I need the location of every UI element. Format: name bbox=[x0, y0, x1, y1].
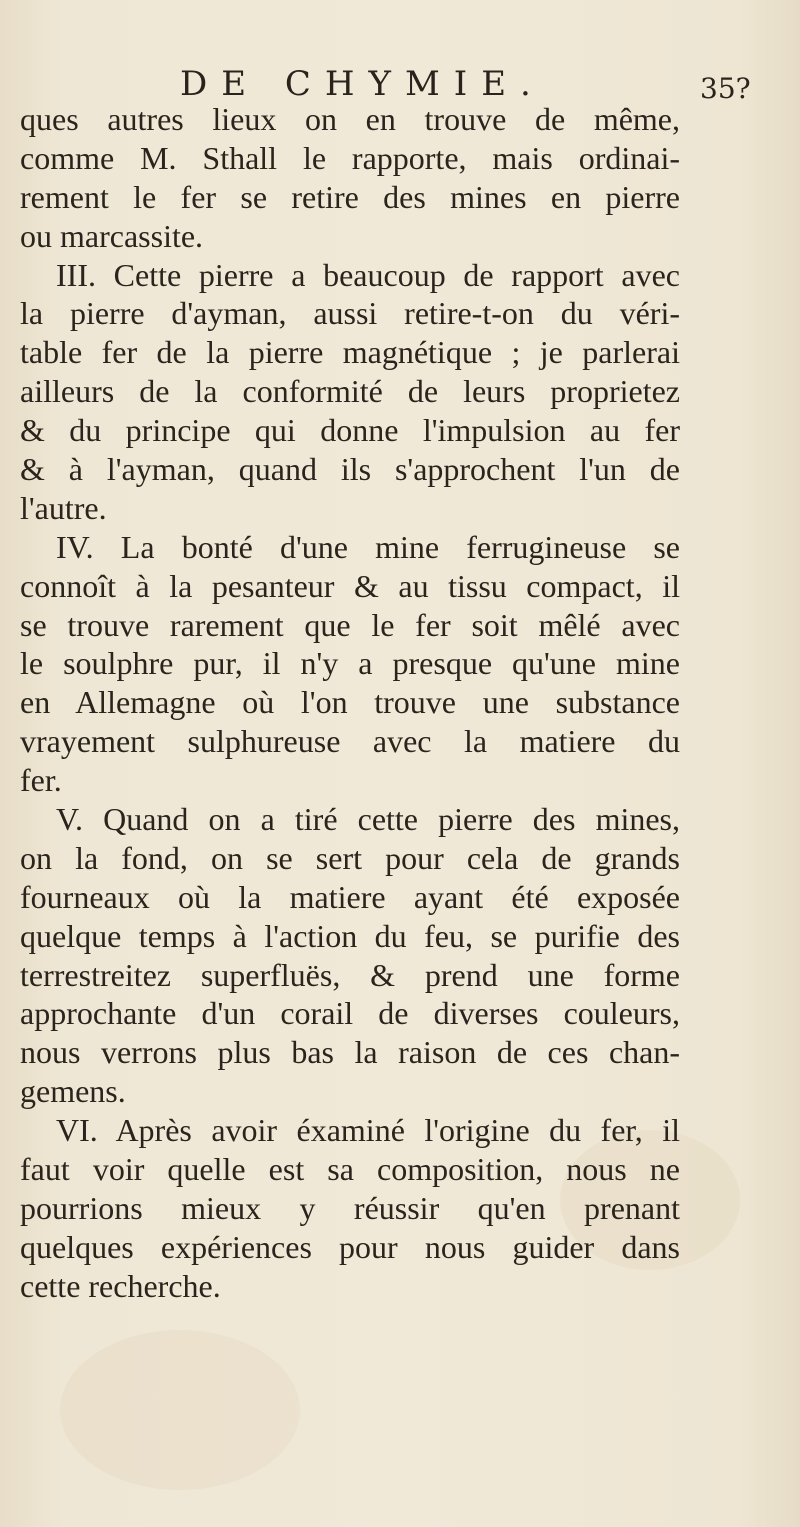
text-line: terrestreitez superfluës, & prend une forme bbox=[20, 956, 680, 993]
text-line: on la fond, on se sert pour cela de grands bbox=[20, 839, 680, 876]
text-line: comme M. Sthall le rapporte, mais ordinai- bbox=[20, 139, 680, 176]
text-line: la pierre d'ayman, aussi retire-t-on du véri- bbox=[20, 295, 680, 332]
text-line: en Allemagne où l'on trouve une substance bbox=[20, 684, 680, 721]
text-line: & à l'ayman, quand ils s'approchent l'un de bbox=[20, 451, 680, 488]
text-line: V. Quand on a tiré cette pierre des mines, bbox=[56, 801, 680, 838]
text-line: nous verrons plus bas la raison de ces chan- bbox=[20, 1034, 680, 1071]
text-line: VI. Après avoir éxaminé l'origine du fer, il bbox=[56, 1112, 680, 1149]
text-line: fourneaux où la matiere ayant été exposée bbox=[20, 878, 680, 915]
text-line: IV. La bonté d'une mine ferrugineuse se bbox=[56, 528, 680, 565]
paper-stain bbox=[60, 1330, 300, 1490]
text-line: pourrions mieux y réussir qu'en prenant bbox=[20, 1189, 680, 1226]
running-title: DE CHYMIE. bbox=[180, 64, 545, 104]
text-line: faut voir quelle est sa composition, nous ne bbox=[20, 1151, 680, 1188]
text-line: se trouve rarement que le fer soit mêlé avec bbox=[20, 606, 680, 643]
text-line: quelque temps à l'action du feu, se purifie des bbox=[20, 917, 680, 954]
body-text bbox=[20, 100, 680, 1306]
text-line: ailleurs de la conformité de leurs proprietez bbox=[20, 373, 680, 410]
text-line: fer. bbox=[20, 762, 62, 799]
text-line: vrayement sulphureuse avec la matiere du bbox=[20, 723, 680, 760]
text-line: approchante d'un corail de diverses couleurs, bbox=[20, 995, 680, 1032]
text-line: l'autre. bbox=[20, 489, 107, 526]
text-line: rement le fer se retire des mines en pierre bbox=[20, 178, 680, 215]
text-line: table fer de la pierre magnétique ; je parlerai bbox=[20, 334, 680, 371]
page-number: 35? bbox=[700, 72, 751, 105]
text-line: cette recherche. bbox=[20, 1267, 221, 1304]
text-line: quelques expériences pour nous guider dans bbox=[20, 1228, 680, 1265]
text-line: ou marcassite. bbox=[20, 217, 204, 254]
text-line: III. Cette pierre a beaucoup de rapport avec bbox=[56, 256, 680, 293]
text-line: & du principe qui donne l'impulsion au fer bbox=[20, 412, 680, 449]
text-line: le soulphre pur, il n'y a presque qu'une mine bbox=[20, 645, 680, 682]
text-line: connoît à la pesanteur & au tissu compact, il bbox=[20, 567, 680, 604]
text-line: ques autres lieux on en trouve de même, bbox=[20, 101, 680, 137]
text-line: gemens. bbox=[20, 1073, 126, 1110]
